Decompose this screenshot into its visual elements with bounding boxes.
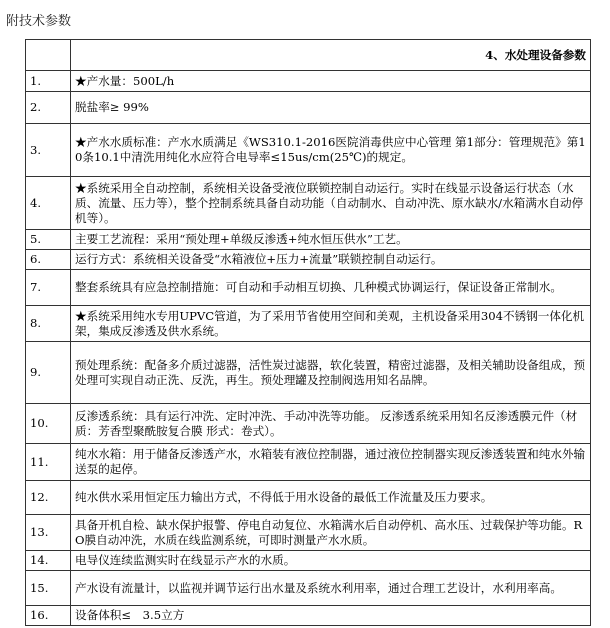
table-row xyxy=(26,306,591,342)
table-row xyxy=(26,250,591,270)
table-row xyxy=(26,404,591,444)
row-number: 1. xyxy=(26,71,71,92)
row-text: ★产水水质标准：产水水质满足《WS310.1-2016医院消毒供应中心管理 第1部分：管理规范》第10条10.1中清洗用纯化水应符合电导率≤15us/cm(25℃)的规定。 xyxy=(71,124,591,177)
row-text: 纯水水箱：用于储备反渗透产水，水箱装有液位控制器，通过液位控制器实现反渗透装置和纯水外输送泵的起停。 xyxy=(71,444,591,481)
row-number: 3. xyxy=(26,124,71,177)
row-number: 12. xyxy=(26,481,71,515)
page-caption: 附技术参数 xyxy=(6,14,72,29)
row-text: ★系统采用纯水专用UPVC管道，为了采用节省使用空间和美观，主机设备采用304不锈钢一体化机架，集成反渗透及供水系统。 xyxy=(71,306,591,342)
row-number: 13. xyxy=(26,515,71,551)
row-text: ★产水量：500L/h xyxy=(71,71,591,92)
row-number: 9. xyxy=(26,342,71,404)
table-row xyxy=(26,177,591,230)
row-text: ★系统采用全自动控制，系统相关设备受液位联锁控制自动运行。实时在线显示设备运行状态（水质、流量、压力等），整个控制系统具备自动功能（自动制水、自动冲洗、原水缺水/水箱满水自动停机等）。 xyxy=(71,177,591,230)
row-number: 14. xyxy=(26,551,71,571)
table-row xyxy=(26,571,591,606)
row-text: 纯水供水采用恒定压力输出方式，不得低于用水设备的最低工作流量及压力要求。 xyxy=(71,481,591,515)
row-text: 预处理系统：配备多介质过滤器，活性炭过滤器，软化装置，精密过滤器，及相关辅助设备组成，预处理可实现自动正洗、反洗，再生。预处理罐及控制阀选用知名品牌。 xyxy=(71,342,591,404)
row-text: 电导仪连续监测实时在线显示产水的水质。 xyxy=(71,551,591,571)
row-number: 10. xyxy=(26,404,71,444)
row-text: 设备体积≤ 3.5立方 xyxy=(71,606,591,626)
row-text: 运行方式：系统相关设备受“水箱液位+压力+流量”联锁控制自动运行。 xyxy=(71,250,591,270)
table-row xyxy=(26,230,591,250)
table-row xyxy=(26,270,591,306)
row-number: 16. xyxy=(26,606,71,626)
row-number: 5. xyxy=(26,230,71,250)
title-spacer-cell xyxy=(26,40,71,71)
row-number: 15. xyxy=(26,571,71,606)
table-row xyxy=(26,551,591,571)
table-row xyxy=(26,92,591,124)
row-number: 4. xyxy=(26,177,71,230)
table-row xyxy=(26,481,591,515)
table-row xyxy=(26,515,591,551)
row-number: 2. xyxy=(26,92,71,124)
row-text: 脱盐率≥ 99% xyxy=(71,92,591,124)
table-title-row xyxy=(26,40,591,71)
table-row xyxy=(26,124,591,177)
equipment-spec-table xyxy=(25,39,591,626)
table-row xyxy=(26,606,591,626)
row-number: 8. xyxy=(26,306,71,342)
row-number: 7. xyxy=(26,270,71,306)
row-text: 产水设有流量计，以监视并调节运行出水量及系统水利用率，通过合理工艺设计，水利用率高。 xyxy=(71,571,591,606)
row-text: 具备开机自检、缺水保护报警、停电自动复位、水箱满水后自动停机、高水压、过载保护等功能。RO膜自动冲洗，水质在线监测系统，可即时测量产水水质。 xyxy=(71,515,591,551)
row-text: 反渗透系统：具有运行冲洗、定时冲洗、手动冲洗等功能。 反渗透系统采用知名反渗透膜元件（材质：芳香型聚酰胺复合膜 形式：卷式）。 xyxy=(71,404,591,444)
table-row xyxy=(26,444,591,481)
row-text: 主要工艺流程：采用“预处理+单级反渗透+纯水恒压供水”工艺。 xyxy=(71,230,591,250)
table-row xyxy=(26,71,591,92)
row-number: 6. xyxy=(26,250,71,270)
table-row xyxy=(26,342,591,404)
row-number: 11. xyxy=(26,444,71,481)
row-text: 整套系统具有应急控制措施：可自动和手动相互切换、几种模式协调运行，保证设备正常制水。 xyxy=(71,270,591,306)
table-title: 4、水处理设备参数 xyxy=(71,40,591,71)
